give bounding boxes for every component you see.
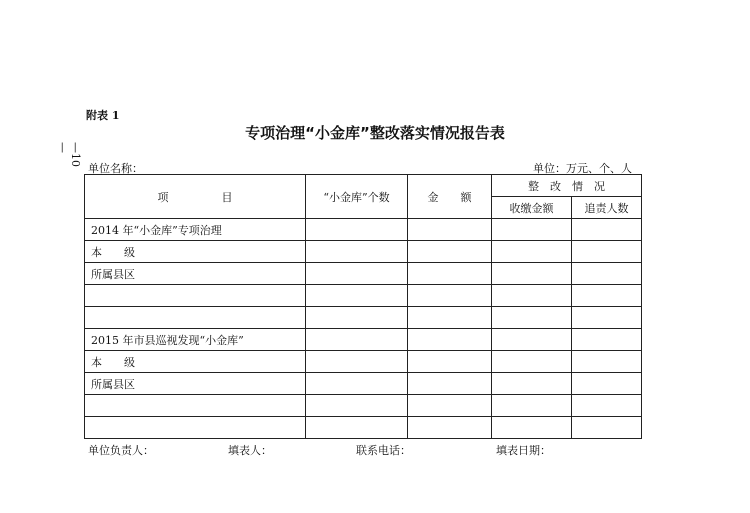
amount-cell[interactable] — [408, 373, 492, 395]
recovered-amount-cell[interactable] — [492, 417, 572, 439]
recovered-amount-cell[interactable] — [492, 219, 572, 241]
page-number: —10— — [56, 142, 82, 167]
footer — [88, 442, 648, 458]
row-label — [85, 285, 306, 307]
recovered-amount-cell[interactable] — [492, 241, 572, 263]
row-label: 本 级 — [85, 241, 306, 263]
table-row — [85, 373, 642, 395]
accountable-people-cell[interactable] — [572, 241, 642, 263]
header-accountable-people: 追责人数 — [572, 197, 642, 219]
recovered-amount-cell[interactable] — [492, 373, 572, 395]
amount-cell[interactable] — [408, 329, 492, 351]
row-label — [85, 417, 306, 439]
accountable-people-cell[interactable] — [572, 329, 642, 351]
row-label: 所属县区 — [85, 373, 306, 395]
recovered-amount-cell[interactable] — [492, 395, 572, 417]
count-cell[interactable] — [306, 307, 408, 329]
count-cell[interactable] — [306, 329, 408, 351]
table-row — [85, 263, 642, 285]
accountable-people-cell[interactable] — [572, 373, 642, 395]
accountable-people-cell[interactable] — [572, 307, 642, 329]
table-row — [85, 219, 642, 241]
accountable-people-cell[interactable] — [572, 417, 642, 439]
accountable-people-cell[interactable] — [572, 351, 642, 373]
footer-responsible: 单位负责人： — [88, 444, 154, 457]
row-label: 2014 年“小金库”专项治理 — [85, 219, 306, 241]
table-row — [85, 329, 642, 351]
table-row — [85, 285, 642, 307]
amount-cell[interactable] — [408, 417, 492, 439]
table-row — [85, 307, 642, 329]
recovered-amount-cell[interactable] — [492, 263, 572, 285]
row-label: 本 级 — [85, 351, 306, 373]
header-rectification: 整 改 情 况 — [492, 175, 642, 197]
count-cell[interactable] — [306, 219, 408, 241]
table-row — [85, 395, 642, 417]
count-cell[interactable] — [306, 285, 408, 307]
accountable-people-cell[interactable] — [572, 263, 642, 285]
count-cell[interactable] — [306, 241, 408, 263]
page-title: 专项治理“小金库”整改落实情况报告表 — [245, 124, 505, 142]
header-amount: 金 额 — [408, 175, 492, 219]
footer-phone: 联系电话： — [356, 444, 411, 457]
count-cell[interactable] — [306, 373, 408, 395]
amount-cell[interactable] — [408, 219, 492, 241]
amount-cell[interactable] — [408, 285, 492, 307]
header-item-right: 目 — [221, 190, 233, 204]
table-row — [85, 351, 642, 373]
count-cell[interactable] — [306, 395, 408, 417]
header-item — [85, 175, 306, 219]
table-row — [85, 241, 642, 263]
recovered-amount-cell[interactable] — [492, 329, 572, 351]
amount-cell[interactable] — [408, 241, 492, 263]
recovered-amount-cell[interactable] — [492, 351, 572, 373]
report-table — [84, 174, 642, 439]
header-recovered-amount: 收缴金额 — [492, 197, 572, 219]
amount-cell[interactable] — [408, 351, 492, 373]
amount-cell[interactable] — [408, 307, 492, 329]
attachment-label: 附表 1 — [86, 109, 120, 122]
accountable-people-cell[interactable] — [572, 285, 642, 307]
row-label: 所属县区 — [85, 263, 306, 285]
amount-cell[interactable] — [408, 395, 492, 417]
unit-name-label: 单位名称： — [88, 162, 143, 175]
row-label — [85, 307, 306, 329]
footer-date: 填表日期： — [496, 444, 551, 457]
accountable-people-cell[interactable] — [572, 219, 642, 241]
row-label: 2015 年市县巡视发现“小金库” — [85, 329, 306, 351]
table-row — [85, 417, 642, 439]
recovered-amount-cell[interactable] — [492, 285, 572, 307]
row-label — [85, 395, 306, 417]
count-cell[interactable] — [306, 417, 408, 439]
footer-filler: 填表人： — [228, 444, 272, 457]
count-cell[interactable] — [306, 263, 408, 285]
recovered-amount-cell[interactable] — [492, 307, 572, 329]
unit-label: 单位：万元、个、人 — [533, 162, 632, 175]
header-count: “小金库”个数 — [306, 175, 408, 219]
header-item-left: 项 — [157, 190, 169, 204]
accountable-people-cell[interactable] — [572, 395, 642, 417]
amount-cell[interactable] — [408, 263, 492, 285]
count-cell[interactable] — [306, 351, 408, 373]
